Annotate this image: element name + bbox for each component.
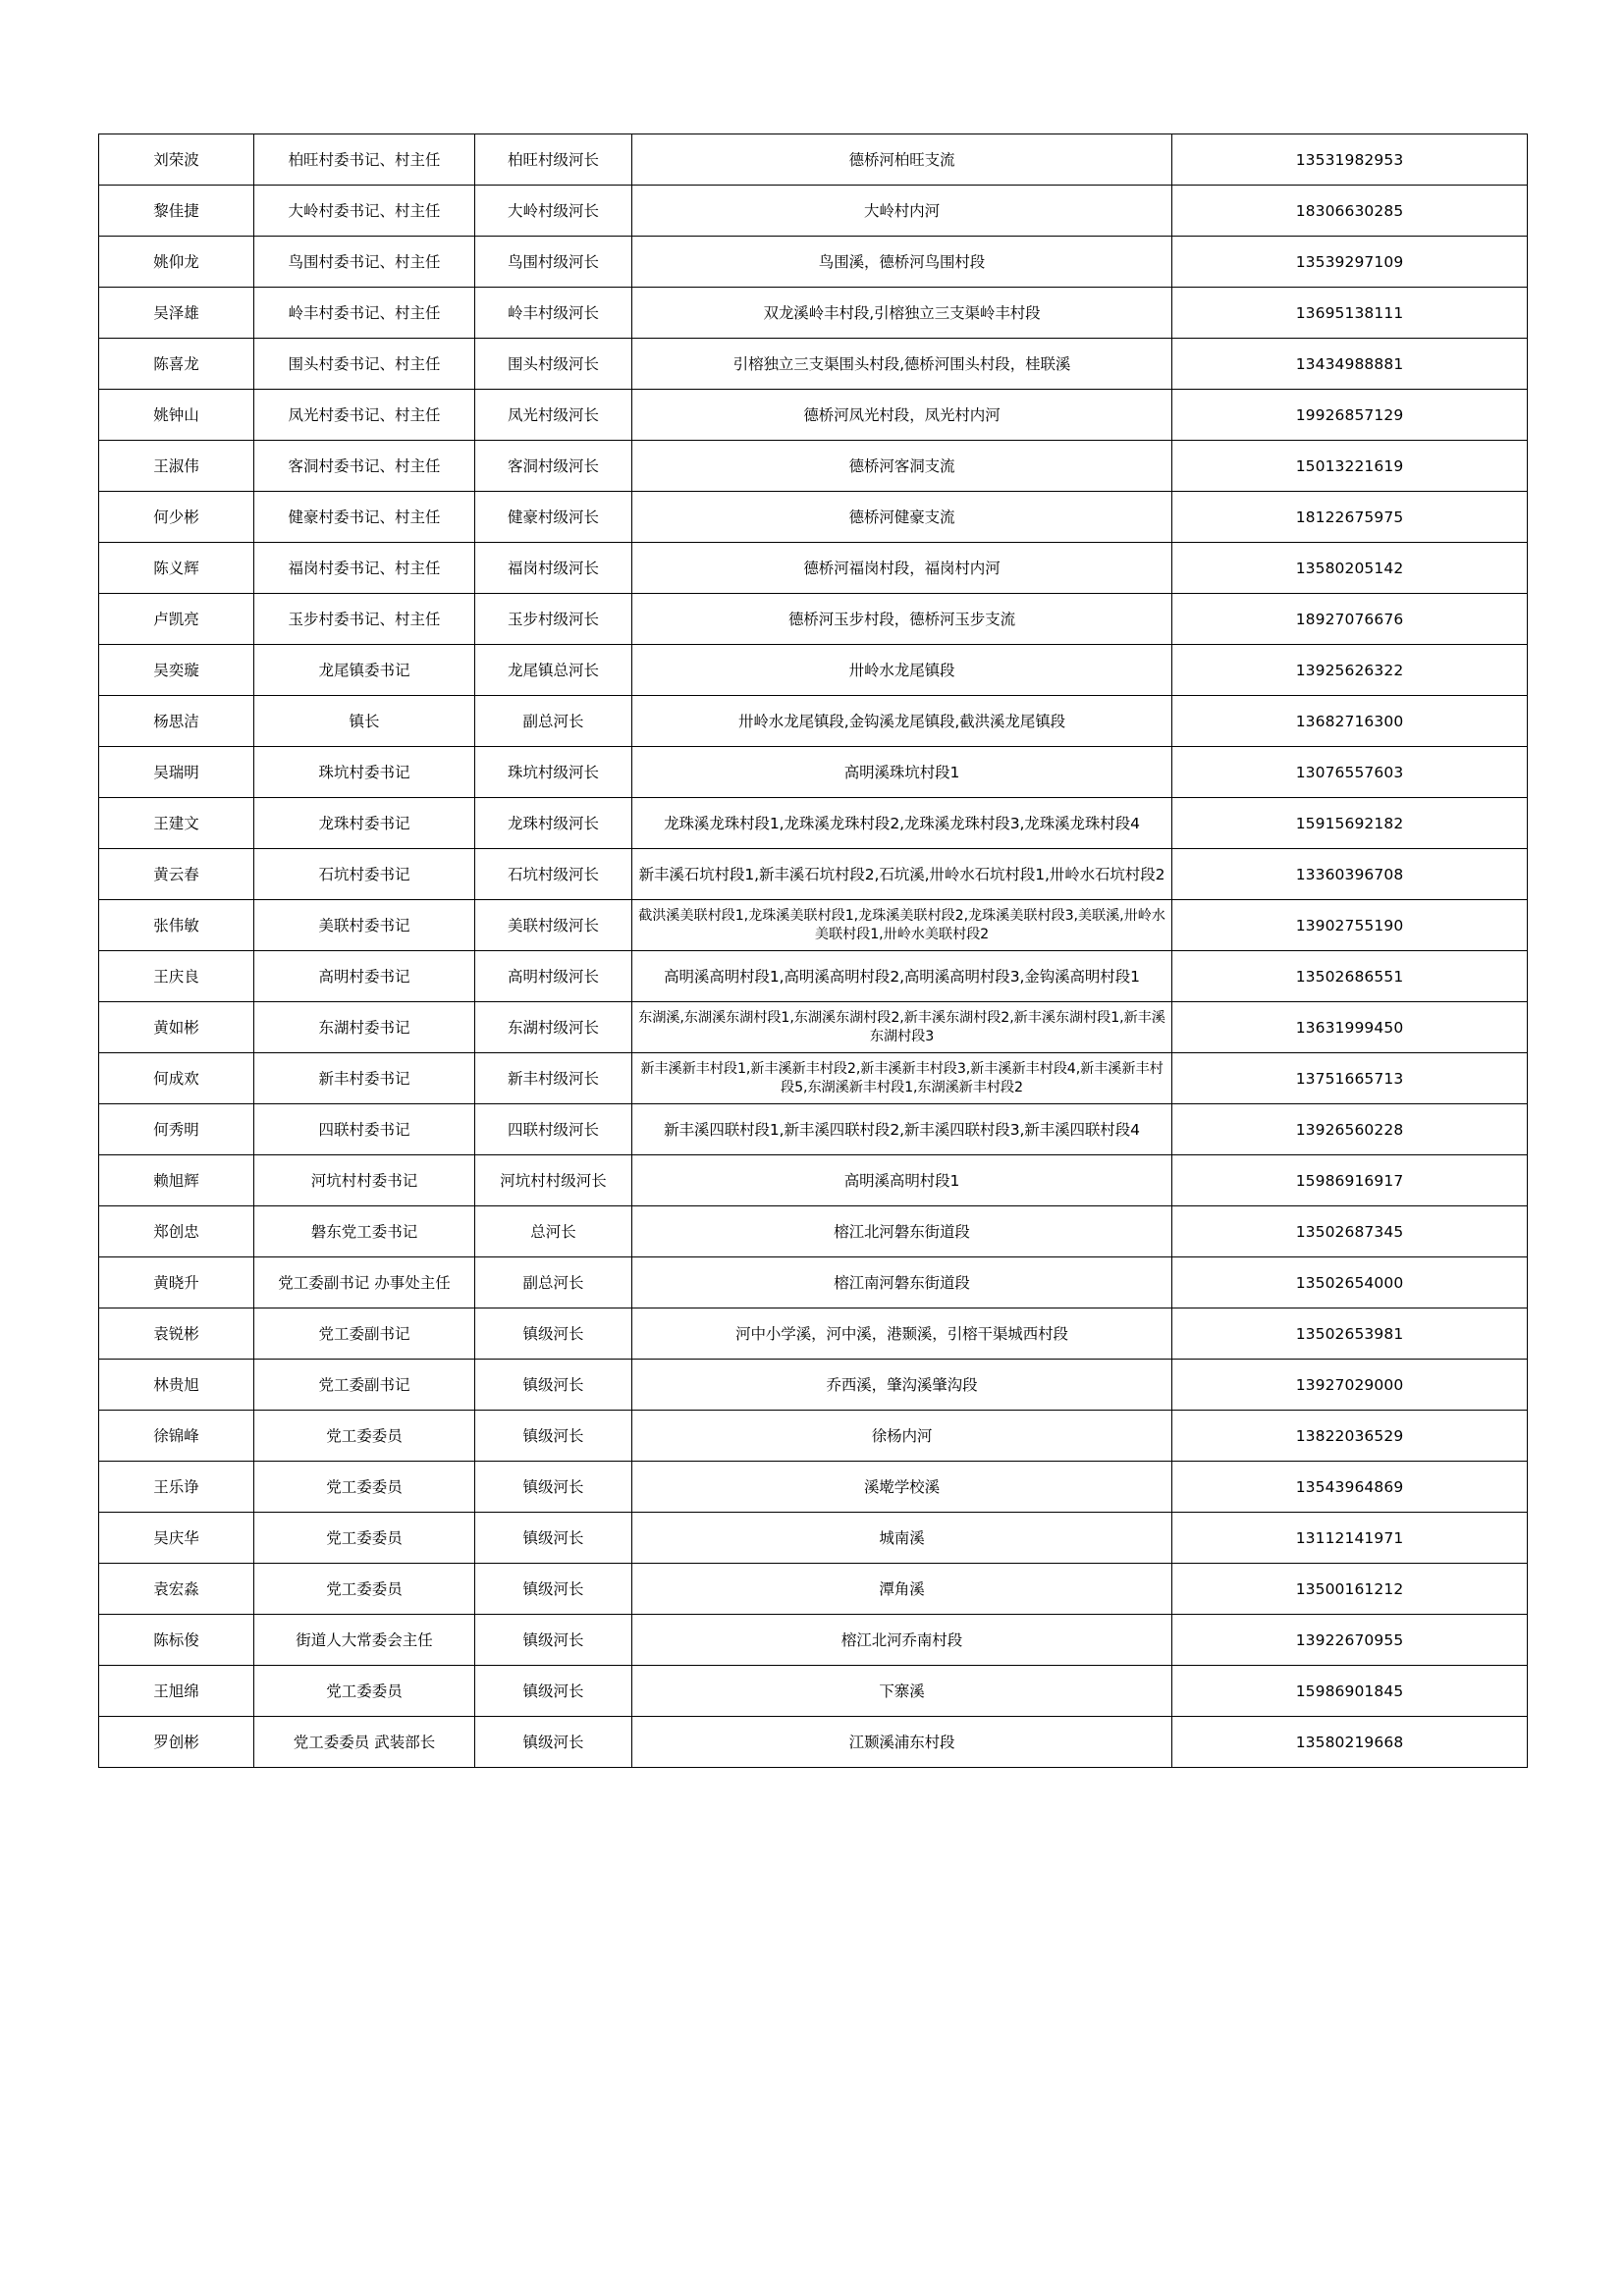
table-row [99,543,1528,594]
cell-position: 石坑村委书记 [254,849,475,900]
cell-river-chief-title: 高明村级河长 [475,951,632,1002]
table-row [99,696,1528,747]
cell-river-section: 溪墘学校溪 [632,1462,1172,1513]
cell-phone-number: 15013221619 [1172,441,1528,492]
cell-phone-number: 13076557603 [1172,747,1528,798]
cell-person-name: 王建文 [99,798,254,849]
cell-river-section: 河中小学溪，河中溪，港颞溪，引榕干渠城西村段 [632,1308,1172,1360]
cell-river-section: 新丰溪石坑村段1,新丰溪石坑村段2,石坑溪,卅岭水石坑村段1,卅岭水石坑村段2 [632,849,1172,900]
cell-river-chief-title: 镇级河长 [475,1615,632,1666]
cell-position: 福岗村委书记、村主任 [254,543,475,594]
cell-position: 健豪村委书记、村主任 [254,492,475,543]
table-row [99,594,1528,645]
table-row [99,288,1528,339]
table-row [99,1206,1528,1257]
cell-river-chief-title: 玉步村级河长 [475,594,632,645]
cell-river-chief-title: 围头村级河长 [475,339,632,390]
cell-position: 街道人大常委会主任 [254,1615,475,1666]
cell-river-chief-title: 东湖村级河长 [475,1002,632,1053]
cell-river-chief-title: 镇级河长 [475,1411,632,1462]
table-row [99,390,1528,441]
cell-river-section: 榕江北河磐东街道段 [632,1206,1172,1257]
cell-person-name: 张伟敏 [99,900,254,951]
cell-position: 玉步村委书记、村主任 [254,594,475,645]
cell-position: 龙珠村委书记 [254,798,475,849]
cell-river-section: 东湖溪,东湖溪东湖村段1,东湖溪东湖村段2,新丰溪东湖村段2,新丰溪东湖村段1,新丰溪东湖村段3 [632,1002,1172,1053]
cell-phone-number: 13543964869 [1172,1462,1528,1513]
cell-river-chief-title: 岭丰村级河长 [475,288,632,339]
table-row [99,1717,1528,1768]
cell-phone-number: 13927029000 [1172,1360,1528,1411]
cell-river-section: 卅岭水龙尾镇段 [632,645,1172,696]
cell-river-chief-title: 镇级河长 [475,1666,632,1717]
cell-river-section: 新丰溪新丰村段1,新丰溪新丰村段2,新丰溪新丰村段3,新丰溪新丰村段4,新丰溪新丰村段5,东湖溪新丰村段1,东湖溪新丰村段2 [632,1053,1172,1104]
cell-phone-number: 15915692182 [1172,798,1528,849]
cell-river-section: 德桥河柏旺支流 [632,134,1172,186]
cell-person-name: 黄晓升 [99,1257,254,1308]
cell-river-section: 双龙溪岭丰村段,引榕独立三支渠岭丰村段 [632,288,1172,339]
cell-person-name: 王旭绵 [99,1666,254,1717]
cell-phone-number: 13502653981 [1172,1308,1528,1360]
cell-person-name: 郑创忠 [99,1206,254,1257]
cell-person-name: 卢凯亮 [99,594,254,645]
cell-river-chief-title: 柏旺村级河长 [475,134,632,186]
cell-position: 大岭村委书记、村主任 [254,186,475,237]
table-row [99,645,1528,696]
cell-river-chief-title: 四联村级河长 [475,1104,632,1155]
cell-position: 岭丰村委书记、村主任 [254,288,475,339]
table-row [99,1002,1528,1053]
table-row [99,492,1528,543]
cell-person-name: 陈喜龙 [99,339,254,390]
cell-person-name: 黎佳捷 [99,186,254,237]
cell-position: 党工委委员 [254,1513,475,1564]
cell-river-section: 潭角溪 [632,1564,1172,1615]
cell-position: 鸟围村委书记、村主任 [254,237,475,288]
cell-person-name: 吴瑞明 [99,747,254,798]
table-row [99,1053,1528,1104]
cell-person-name: 姚钟山 [99,390,254,441]
cell-position: 四联村委书记 [254,1104,475,1155]
table-row [99,1513,1528,1564]
cell-phone-number: 15986901845 [1172,1666,1528,1717]
cell-person-name: 杨思洁 [99,696,254,747]
table-row [99,1462,1528,1513]
cell-position: 柏旺村委书记、村主任 [254,134,475,186]
table-row [99,1564,1528,1615]
cell-river-section: 高明溪珠坑村段1 [632,747,1172,798]
table-row [99,1308,1528,1360]
cell-person-name: 陈标俊 [99,1615,254,1666]
cell-phone-number: 13112141971 [1172,1513,1528,1564]
table-row [99,441,1528,492]
cell-river-section: 新丰溪四联村段1,新丰溪四联村段2,新丰溪四联村段3,新丰溪四联村段4 [632,1104,1172,1155]
cell-river-chief-title: 福岗村级河长 [475,543,632,594]
table-row [99,900,1528,951]
cell-position: 党工委委员 [254,1411,475,1462]
cell-river-section: 徐杨内河 [632,1411,1172,1462]
cell-phone-number: 13631999450 [1172,1002,1528,1053]
cell-river-chief-title: 镇级河长 [475,1308,632,1360]
cell-phone-number: 19926857129 [1172,390,1528,441]
cell-person-name: 姚仰龙 [99,237,254,288]
cell-river-chief-title: 龙珠村级河长 [475,798,632,849]
cell-phone-number: 13360396708 [1172,849,1528,900]
cell-river-chief-title: 石坑村级河长 [475,849,632,900]
cell-person-name: 何秀明 [99,1104,254,1155]
cell-phone-number: 13500161212 [1172,1564,1528,1615]
cell-phone-number: 13539297109 [1172,237,1528,288]
cell-river-chief-title: 珠坑村级河长 [475,747,632,798]
cell-position: 镇长 [254,696,475,747]
cell-river-section: 高明溪高明村段1 [632,1155,1172,1206]
cell-person-name: 袁宏淼 [99,1564,254,1615]
cell-person-name: 吴泽雄 [99,288,254,339]
cell-position: 党工委副书记 办事处主任 [254,1257,475,1308]
cell-river-chief-title: 副总河长 [475,1257,632,1308]
cell-river-section: 鸟围溪，德桥河鸟围村段 [632,237,1172,288]
cell-river-section: 德桥河福岗村段，福岗村内河 [632,543,1172,594]
cell-person-name: 陈义辉 [99,543,254,594]
table-row [99,798,1528,849]
cell-river-section: 龙珠溪龙珠村段1,龙珠溪龙珠村段2,龙珠溪龙珠村段3,龙珠溪龙珠村段4 [632,798,1172,849]
cell-person-name: 何成欢 [99,1053,254,1104]
cell-river-section: 德桥河凤光村段，凤光村内河 [632,390,1172,441]
cell-river-chief-title: 客洞村级河长 [475,441,632,492]
cell-river-chief-title: 鸟围村级河长 [475,237,632,288]
cell-phone-number: 18927076676 [1172,594,1528,645]
cell-phone-number: 13751665713 [1172,1053,1528,1104]
table-row [99,1155,1528,1206]
cell-river-section: 卅岭水龙尾镇段,金钩溪龙尾镇段,截洪溪龙尾镇段 [632,696,1172,747]
table-row [99,1666,1528,1717]
cell-river-chief-title: 镇级河长 [475,1513,632,1564]
cell-phone-number: 18122675975 [1172,492,1528,543]
cell-phone-number: 13926560228 [1172,1104,1528,1155]
cell-position: 党工委副书记 [254,1360,475,1411]
cell-river-section: 德桥河玉步村段，德桥河玉步支流 [632,594,1172,645]
cell-person-name: 刘荣波 [99,134,254,186]
cell-position: 新丰村委书记 [254,1053,475,1104]
table-row [99,1257,1528,1308]
cell-phone-number: 13580219668 [1172,1717,1528,1768]
cell-river-section: 大岭村内河 [632,186,1172,237]
cell-person-name: 黄云春 [99,849,254,900]
cell-phone-number: 13682716300 [1172,696,1528,747]
cell-person-name: 林贵旭 [99,1360,254,1411]
cell-position: 党工委委员 武装部长 [254,1717,475,1768]
table-row [99,1615,1528,1666]
cell-river-section: 引榕独立三支渠围头村段,德桥河围头村段，桂联溪 [632,339,1172,390]
cell-phone-number: 13925626322 [1172,645,1528,696]
cell-phone-number: 13580205142 [1172,543,1528,594]
cell-phone-number: 13822036529 [1172,1411,1528,1462]
cell-position: 龙尾镇委书记 [254,645,475,696]
cell-river-chief-title: 大岭村级河长 [475,186,632,237]
cell-person-name: 黄如彬 [99,1002,254,1053]
cell-position: 东湖村委书记 [254,1002,475,1053]
cell-position: 客洞村委书记、村主任 [254,441,475,492]
cell-river-chief-title: 镇级河长 [475,1360,632,1411]
table-row [99,1411,1528,1462]
roster-table-container [98,133,1527,1768]
table-row [99,134,1528,186]
table-row [99,747,1528,798]
cell-person-name: 何少彬 [99,492,254,543]
cell-river-chief-title: 河坑村村级河长 [475,1155,632,1206]
cell-river-section: 榕江南河磐东街道段 [632,1257,1172,1308]
cell-phone-number: 13502686551 [1172,951,1528,1002]
cell-river-section: 德桥河客洞支流 [632,441,1172,492]
cell-phone-number: 13922670955 [1172,1615,1528,1666]
table-row [99,951,1528,1002]
cell-river-chief-title: 总河长 [475,1206,632,1257]
cell-river-chief-title: 凤光村级河长 [475,390,632,441]
cell-position: 河坑村村委书记 [254,1155,475,1206]
cell-phone-number: 13531982953 [1172,134,1528,186]
cell-river-section: 高明溪高明村段1,高明溪高明村段2,高明溪高明村段3,金钩溪高明村段1 [632,951,1172,1002]
cell-person-name: 袁锐彬 [99,1308,254,1360]
table-row [99,237,1528,288]
cell-position: 凤光村委书记、村主任 [254,390,475,441]
roster-table-body [99,134,1528,1768]
cell-phone-number: 13502654000 [1172,1257,1528,1308]
cell-phone-number: 13695138111 [1172,288,1528,339]
cell-person-name: 王淑伟 [99,441,254,492]
river-chief-roster-table [98,133,1528,1768]
cell-river-chief-title: 健豪村级河长 [475,492,632,543]
cell-position: 珠坑村委书记 [254,747,475,798]
cell-phone-number: 13502687345 [1172,1206,1528,1257]
cell-river-section: 截洪溪美联村段1,龙珠溪美联村段1,龙珠溪美联村段2,龙珠溪美联村段3,美联溪,卅岭水美联村段1,卅岭水美联村段2 [632,900,1172,951]
cell-river-chief-title: 镇级河长 [475,1717,632,1768]
cell-person-name: 王乐诤 [99,1462,254,1513]
table-row [99,1360,1528,1411]
cell-river-section: 榕江北河乔南村段 [632,1615,1172,1666]
table-row [99,849,1528,900]
cell-position: 围头村委书记、村主任 [254,339,475,390]
cell-river-chief-title: 镇级河长 [475,1564,632,1615]
table-row [99,339,1528,390]
cell-river-section: 江颞溪浦东村段 [632,1717,1172,1768]
cell-river-chief-title: 龙尾镇总河长 [475,645,632,696]
cell-river-section: 下寨溪 [632,1666,1172,1717]
cell-position: 美联村委书记 [254,900,475,951]
cell-river-chief-title: 美联村级河长 [475,900,632,951]
table-row [99,186,1528,237]
cell-phone-number: 18306630285 [1172,186,1528,237]
cell-position: 高明村委书记 [254,951,475,1002]
cell-phone-number: 15986916917 [1172,1155,1528,1206]
cell-person-name: 吴奕璇 [99,645,254,696]
cell-phone-number: 13902755190 [1172,900,1528,951]
cell-river-section: 城南溪 [632,1513,1172,1564]
cell-position: 党工委副书记 [254,1308,475,1360]
cell-river-chief-title: 镇级河长 [475,1462,632,1513]
cell-phone-number: 13434988881 [1172,339,1528,390]
cell-person-name: 罗创彬 [99,1717,254,1768]
cell-river-chief-title: 副总河长 [475,696,632,747]
cell-river-section: 乔西溪，肇沟溪肇沟段 [632,1360,1172,1411]
cell-person-name: 王庆良 [99,951,254,1002]
cell-person-name: 赖旭辉 [99,1155,254,1206]
cell-position: 党工委委员 [254,1462,475,1513]
cell-river-chief-title: 新丰村级河长 [475,1053,632,1104]
cell-position: 党工委委员 [254,1666,475,1717]
cell-person-name: 徐锦峰 [99,1411,254,1462]
cell-person-name: 吴庆华 [99,1513,254,1564]
cell-position: 党工委委员 [254,1564,475,1615]
cell-position: 磐东党工委书记 [254,1206,475,1257]
table-row [99,1104,1528,1155]
cell-river-section: 德桥河健豪支流 [632,492,1172,543]
